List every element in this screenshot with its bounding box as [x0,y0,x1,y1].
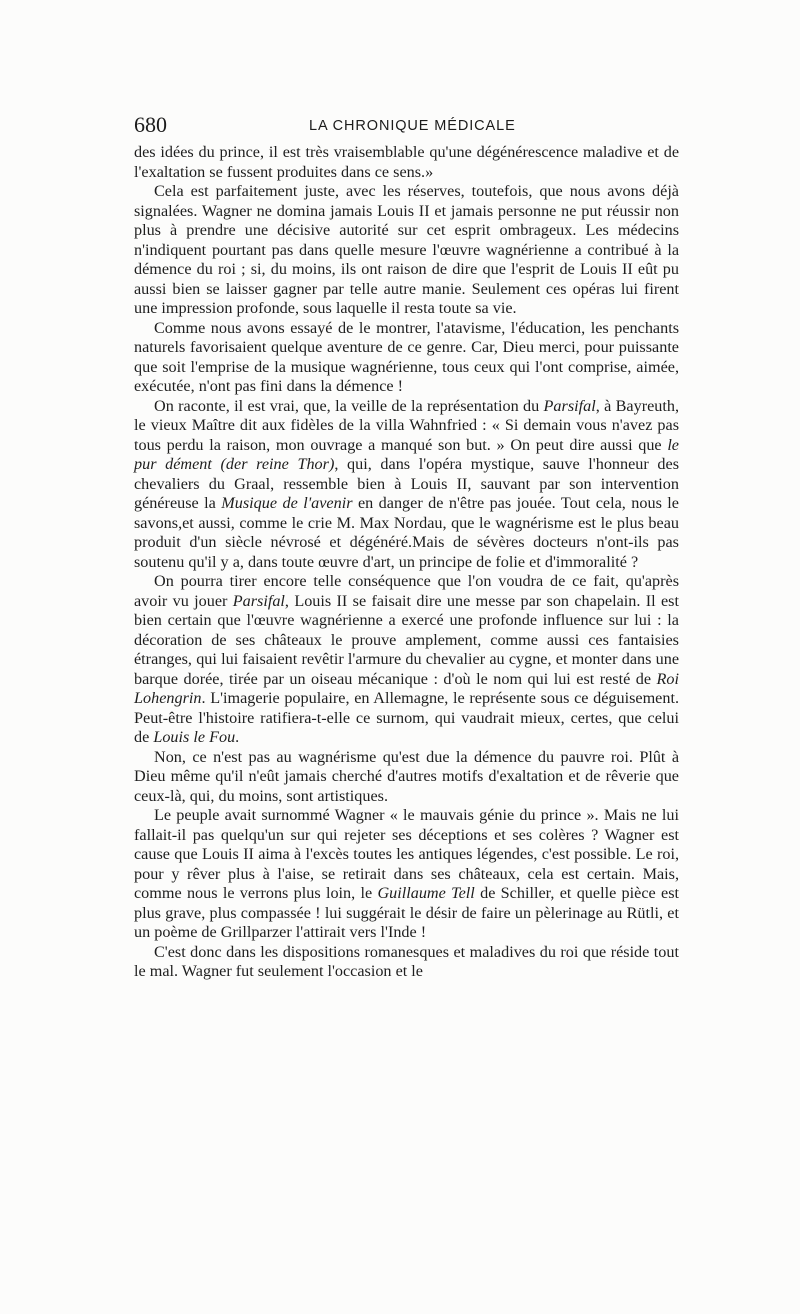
italic-title: Roi Lohengrin [134,669,679,707]
italic-title: Parsifal [232,591,285,610]
paragraph-8 [134,943,679,982]
body-text [134,143,679,982]
text-segment: en danger de n'être pas jouée. Tout cela, nous le savons,et aussi, comme le crie M. Max Nordau, que le wagnérisme est le plus beau produit d'un siècle névrosé et dégénéré.Mais de sévères docteurs n'ont-ils pas soutenu qu'il y a, dans toute œuvre d'art, un principe de folie et d'immoralité ? [134,494,679,571]
text-segment: des idées du prince, il est très vraisemblable qu'une dégénérescence maladive et de l'exaltation se fussent produites dans ce sens.» [134,143,679,181]
text-segment: On raconte, il est vrai, que, la veille de la représentation du [154,396,544,415]
text-segment: C'est donc dans les dispositions romanesques et maladives du roi que réside tout le mal. Wagner fut seulement l'occasion et le [134,942,679,980]
text-segment: . [235,728,240,746]
paragraph-7 [134,806,679,943]
paragraph-6 [134,748,679,807]
text-segment: Non, ce n'est pas au wagnérisme qu'est due la démence du pauvre roi. Plût à Dieu même qu'il n'eût jamais cherché d'autres motifs d'exaltation et de rêverie que ceux-là, qui, du moins, sont artistiques. [134,747,679,805]
text-segment: , Louis II se faisait dire une messe par son chapelain. Il est bien certain que l'œuvre wagnérienne a exercé une profonde influence sur lui : la décoration de ses châteaux le prouve amplement, comme aussi ces fantaisies étranges, qui lui faisaient revêtir l'armure du chevalier au cygne, et monter dans une barque dorée, tirée par un oiseau mécanique : d'où le nom qui lui est resté de [134,591,679,688]
italic-title: Parsifal [543,396,596,415]
paragraph-1 [134,143,679,182]
running-title: LA CHRONIQUE MÉDICALE [309,118,516,134]
text-segment: Comme nous avons essayé de le montrer, l'atavisme, l'éducation, les penchants naturels favorisaient quelque aventure de ce genre. Car, Dieu merci, pour puissante que soit l'emprise de la musique wagnérienne, tous ceux qui l'ont comprise, aimée, exécutée, n'ont pas fini dans la démence ! [134,318,679,395]
paragraph-5 [134,572,679,748]
italic-title: Musique de l'avenir [221,494,353,512]
page-header [134,112,679,138]
italic-title: Guillaume Tell [377,884,475,902]
text-segment: de Schiller, et quelle pièce est plus grave, plus compassée ! lui suggérait le désir de faire un pèlerinage au Rütli, et un poème de Grillparzer l'attirait vers l'Inde ! [134,884,679,941]
page-number: 680 [134,112,167,137]
paragraph-4 [134,397,679,573]
text-segment: , à Bayreuth, le vieux Maître dit aux fidèles de la villa Wahnfried : « Si demain vous n'avez pas tous perdu la raison, mon ouvrage a manqué son but. » On peut dire aussi que [134,396,679,454]
text-segment: . L'imagerie populaire, en Allemagne, le représente sous ce déguisement. Peut-être l'histoire ratifiera-t-elle ce surnom, qui vaudrait mieux, certes, que celui de [134,689,679,746]
text-segment: On pourra tirer encore telle conséquence que l'on voudra de ce fait, qu'après avoir vu jouer [134,572,679,610]
paragraph-3 [134,319,679,397]
text-segment: Cela est parfaitement juste, avec les réserves, toutefois, que nous avons déjà signalées. Wagner ne domina jamais Louis II et jamais personne ne put réussir non plus à prendre une décisive autorité sur cet esprit ombrageux. Les médecins n'indiquent pourtant pas dans quelle mesure l'œuvre wagnérienne a contribué à la démence du roi ; si, du moins, ils ont raison de dire que l'esprit de Louis II eût pu aussi bien se laisser gagner par telle autre manie. Seulement ces opéras lui firent une impression profonde, sous laquelle il resta toute sa vie. [134,182,679,317]
text-segment: Le peuple avait surnommé Wagner « le mauvais génie du prince ». Mais ne lui fallait-il pas quelqu'un sur qui rejeter ses déceptions et ses colères ? Wagner est cause que Louis II aima à l'excès toutes les antiques légendes, c'est possible. Le roi, pour y rêver plus à l'aise, se retirait dans ses châteaux, cela est certain. Mais, comme nous le verrons plus loin, le [134,806,679,902]
italic-title: le pur dément (der reine Thor) [134,435,679,473]
italic-title: Louis le Fou [153,728,236,746]
paragraph-2 [134,182,679,319]
text-segment: , qui, dans l'opéra mystique, sauve l'honneur des chevaliers du Graal, ressemble bien à Louis II, sauvant par son intervention généreuse la [134,455,679,512]
